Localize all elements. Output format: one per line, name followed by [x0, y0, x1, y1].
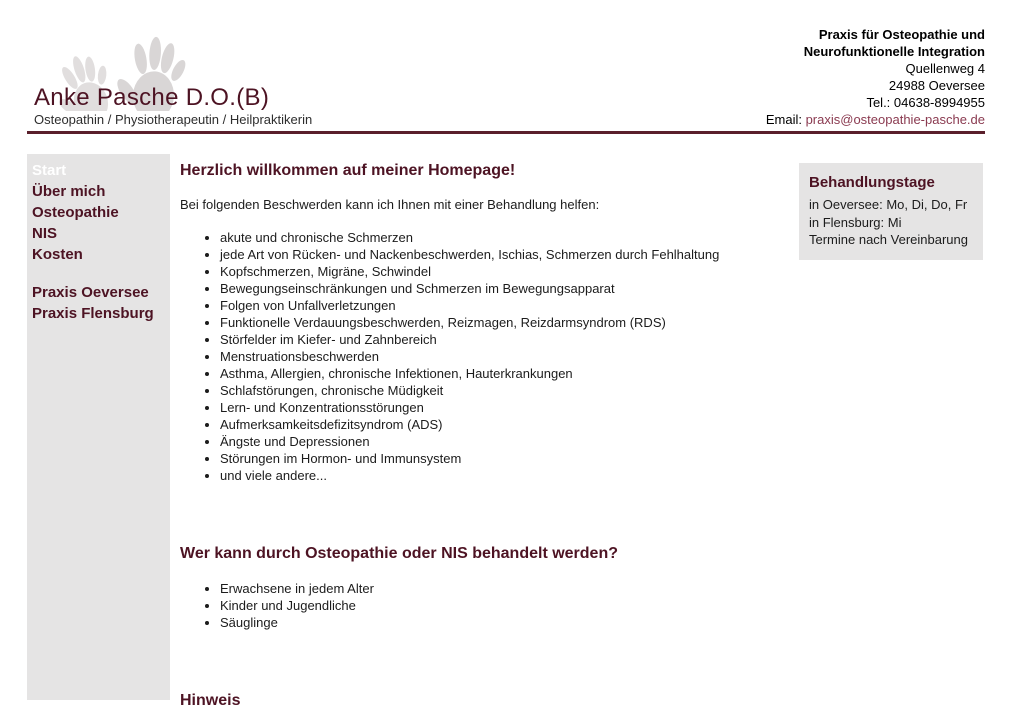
- complaint-item: • akute und chronische Schmerzen: [220, 229, 765, 246]
- treatment-days-line: Termine nach Vereinbarung: [809, 232, 968, 247]
- sidebar-item[interactable]: Start: [32, 162, 67, 179]
- complaint-item: • Aufmerksamkeitsdefizitsyndrom (ADS): [220, 416, 765, 433]
- hint-heading: Hinweis: [180, 692, 241, 709]
- sidebar-item[interactable]: NIS: [32, 225, 58, 242]
- who-list: [180, 580, 765, 631]
- contact-line: [766, 43, 985, 60]
- treatment-days-line: in Oeversee: Mo, Di, Do, Fr: [809, 197, 968, 212]
- sidebar-nav: [27, 154, 170, 700]
- complaint-item: • Kopfschmerzen, Migräne, Schwindel: [220, 263, 765, 280]
- welcome-heading: Herzlich willkommen auf meiner Homepage!: [180, 162, 516, 179]
- complaint-item: • Asthma, Allergien, chronische Infektionen, Hauterkrankungen: [220, 365, 765, 382]
- sidebar-item[interactable]: Über mich: [32, 183, 106, 200]
- contact-text: 24988 Oeversee: [888, 78, 985, 93]
- contact-line: [766, 94, 985, 111]
- who-heading: Wer kann durch Osteopathie oder NIS behandelt werden?: [180, 545, 618, 562]
- treatment-days-box: [799, 163, 983, 260]
- complaint-item: • Bewegungseinschränkungen und Schmerzen im Bewegungsapparat: [220, 280, 765, 297]
- complaint-item: • Schlafstörungen, chronische Müdigkeit: [220, 382, 765, 399]
- who-item: • Kinder und Jugendliche: [220, 597, 765, 614]
- contact-line: [766, 111, 985, 128]
- practitioner-titles: Osteopathin / Physiotherapeutin / Heilpraktikerin: [34, 111, 328, 129]
- main-content: [180, 134, 765, 711]
- site-header: [27, 0, 985, 131]
- contact-line: [766, 26, 985, 43]
- complaint-item: • Lern- und Konzentrationsstörungen: [220, 399, 765, 416]
- contact-block: [766, 26, 985, 128]
- complaint-item: • Ängste und Depressionen: [220, 433, 765, 450]
- practitioner-name: Anke Pasche D.O.(B): [34, 84, 270, 111]
- contact-text: Praxis für Osteopathie und: [818, 27, 985, 42]
- treatment-days-lines: [809, 196, 973, 249]
- complaint-item: • Störfelder im Kiefer- und Zahnbereich: [220, 331, 765, 348]
- who-item: • Erwachsene in jedem Alter: [220, 580, 765, 597]
- complaint-item: • jede Art von Rücken- und Nackenbeschwerden, Ischias, Schmerzen durch Fehlhaltung: [220, 246, 765, 263]
- sidebar-item[interactable]: Praxis Flensburg: [32, 305, 154, 322]
- complaint-item: • Störungen im Hormon- und Immunsystem: [220, 450, 765, 467]
- contact-text: Tel.: 04638-8994955: [866, 95, 985, 110]
- complaints-list: [180, 229, 765, 484]
- complaint-item: • und viele andere...: [220, 467, 765, 484]
- email-link[interactable]: praxis@osteopathie-pasche.de: [805, 112, 985, 127]
- sidebar-item[interactable]: Osteopathie: [32, 204, 119, 221]
- contact-line: [766, 77, 985, 94]
- contact-text: Email:: [765, 112, 806, 127]
- complaint-item: • Menstruationsbeschwerden: [220, 348, 765, 365]
- complaint-item: • Funktionelle Verdauungsbeschwerden, Reizmagen, Reizdarmsyndrom (RDS): [220, 314, 765, 331]
- intro-text: Bei folgenden Beschwerden kann ich Ihnen mit einer Behandlung helfen:: [180, 197, 600, 212]
- sidebar-item[interactable]: Kosten: [32, 246, 83, 263]
- complaint-item: • Folgen von Unfallverletzungen: [220, 297, 765, 314]
- contact-text: Neurofunktionelle Integration: [803, 44, 985, 59]
- who-item: • Säuglinge: [220, 614, 765, 631]
- content-layout: [27, 134, 985, 711]
- treatment-days-line: in Flensburg: Mi: [809, 214, 902, 230]
- contact-line: [766, 60, 985, 77]
- brand-block: [34, 85, 328, 129]
- treatment-days-title: Behandlungstage: [809, 174, 935, 191]
- sidebar-item[interactable]: Praxis Oeversee: [32, 284, 149, 301]
- contact-text: Quellenweg 4: [905, 61, 985, 76]
- page-container: [27, 0, 985, 711]
